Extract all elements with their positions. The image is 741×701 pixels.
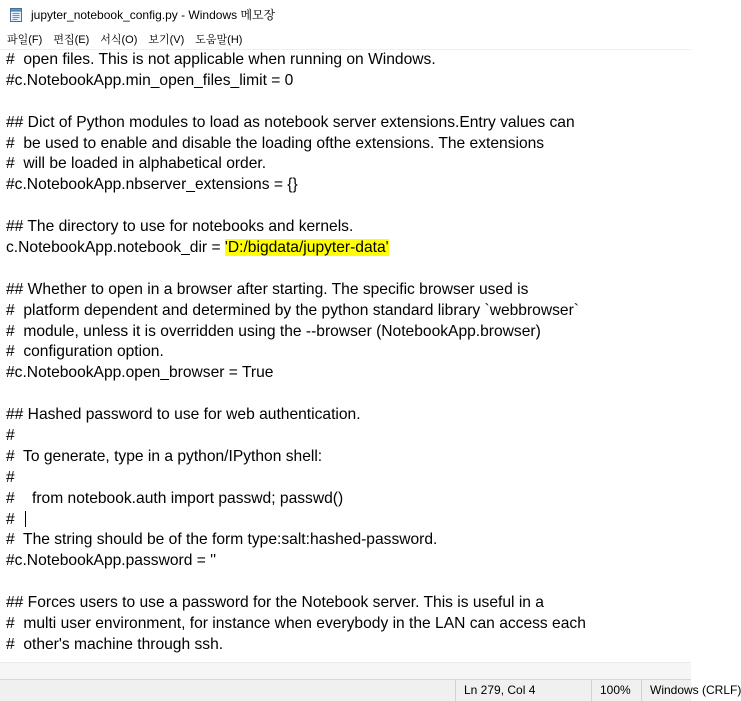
editor-line-text: ## Dict of Python modules to load as notebook server extensions.Entry values can <box>6 113 575 131</box>
editor-line-text: # <box>6 468 15 486</box>
editor-line[interactable] <box>0 530 691 551</box>
menu-view[interactable]: 보기(V) <box>148 34 185 46</box>
editor-line[interactable] <box>0 551 691 572</box>
editor-line-text: # other's machine through ssh. <box>6 635 224 653</box>
editor-line[interactable] <box>0 280 691 301</box>
menu-edit[interactable]: 편집(E) <box>53 34 90 46</box>
text-editor-area[interactable] <box>0 50 691 662</box>
editor-line[interactable] <box>0 572 691 593</box>
highlighted-notebook-dir-value: 'D:/bigdata/jupyter-data' <box>224 239 389 257</box>
editor-line[interactable] <box>0 363 691 384</box>
editor-line-text: # from notebook.auth import passwd; passwd() <box>6 489 344 507</box>
editor-line[interactable] <box>0 154 691 175</box>
menu-format[interactable]: 서식(O) <box>100 34 138 46</box>
status-zoom: 100% <box>591 680 641 701</box>
editor-line-text: # <box>6 427 15 445</box>
editor-line-text: # will be loaded in alphabetical order. <box>6 155 267 173</box>
editor-line[interactable] <box>0 238 691 259</box>
editor-line[interactable] <box>0 489 691 510</box>
editor-line[interactable] <box>0 196 691 217</box>
status-bar <box>0 679 741 701</box>
editor-line-text: # open files. This is not applicable when running on Windows. <box>6 51 436 68</box>
editor-line[interactable] <box>0 384 691 405</box>
editor-line-text: # configuration option. <box>6 343 164 361</box>
editor-line-text: c.NotebookApp.notebook_dir = <box>6 239 225 257</box>
title-bar[interactable] <box>0 0 691 29</box>
editor-line[interactable] <box>0 259 691 280</box>
editor-line-text: # multi user environment, for instance when everybody in the LAN can access each <box>6 615 586 633</box>
editor-line-text: ## The directory to use for notebooks and kernels. <box>6 218 354 236</box>
editor-line[interactable] <box>0 405 691 426</box>
editor-line[interactable] <box>0 447 691 468</box>
editor-line[interactable] <box>0 217 691 238</box>
editor-line[interactable] <box>0 71 691 92</box>
editor-line[interactable] <box>0 593 691 614</box>
notepad-icon <box>8 7 24 23</box>
editor-line[interactable] <box>0 92 691 113</box>
editor-line-text: ## Whether to open in a browser after starting. The specific browser used is <box>6 280 529 298</box>
editor-line-text: ## Hashed password to use for web authentication. <box>6 406 361 424</box>
editor-line[interactable] <box>0 50 691 71</box>
menu-file[interactable]: 파일(F) <box>7 34 43 46</box>
editor-line-text: #c.NotebookApp.nbserver_extensions = {} <box>6 176 298 194</box>
editor-line[interactable] <box>0 635 691 656</box>
editor-line-text: # <box>6 510 15 528</box>
text-caret <box>25 511 26 527</box>
editor-line[interactable] <box>0 322 691 343</box>
editor-line-text: #c.NotebookApp.min_open_files_limit = 0 <box>6 71 294 89</box>
status-cursor-position: Ln 279, Col 4 <box>455 680 585 701</box>
editor-line[interactable] <box>0 175 691 196</box>
menu-bar <box>0 29 691 50</box>
editor-line[interactable] <box>0 426 691 447</box>
editor-line[interactable] <box>0 468 691 489</box>
menu-help[interactable]: 도움말(H) <box>195 34 243 46</box>
editor-line-text: #c.NotebookApp.open_browser = True <box>6 364 274 382</box>
editor-line-text: # be used to enable and disable the loading ofthe extensions. The extensions <box>6 134 545 152</box>
editor-line[interactable] <box>0 134 691 155</box>
window-title: jupyter_notebook_config.py - Windows 메모장 <box>31 8 276 22</box>
editor-line-text: # The string should be of the form type:salt:hashed-password. <box>6 531 438 549</box>
editor-line[interactable] <box>0 342 691 363</box>
editor-line-text: ## Forces users to use a password for the Notebook server. This is useful in a <box>6 594 544 612</box>
editor-line-text: # To generate, type in a python/IPython shell: <box>6 447 323 465</box>
editor-line[interactable] <box>0 301 691 322</box>
editor-line[interactable] <box>0 614 691 635</box>
editor-line[interactable] <box>0 113 691 134</box>
status-line-ending: Windows (CRLF) <box>641 680 691 701</box>
editor-line-text: # module, unless it is overridden using the --browser (NotebookApp.browser) <box>6 322 541 340</box>
horizontal-scrollbar[interactable] <box>0 662 691 679</box>
editor-line-text: #c.NotebookApp.password = '' <box>6 552 217 570</box>
editor-line[interactable] <box>0 510 691 531</box>
editor-line-text: # platform dependent and determined by the python standard library `webbrowser` <box>6 301 579 319</box>
